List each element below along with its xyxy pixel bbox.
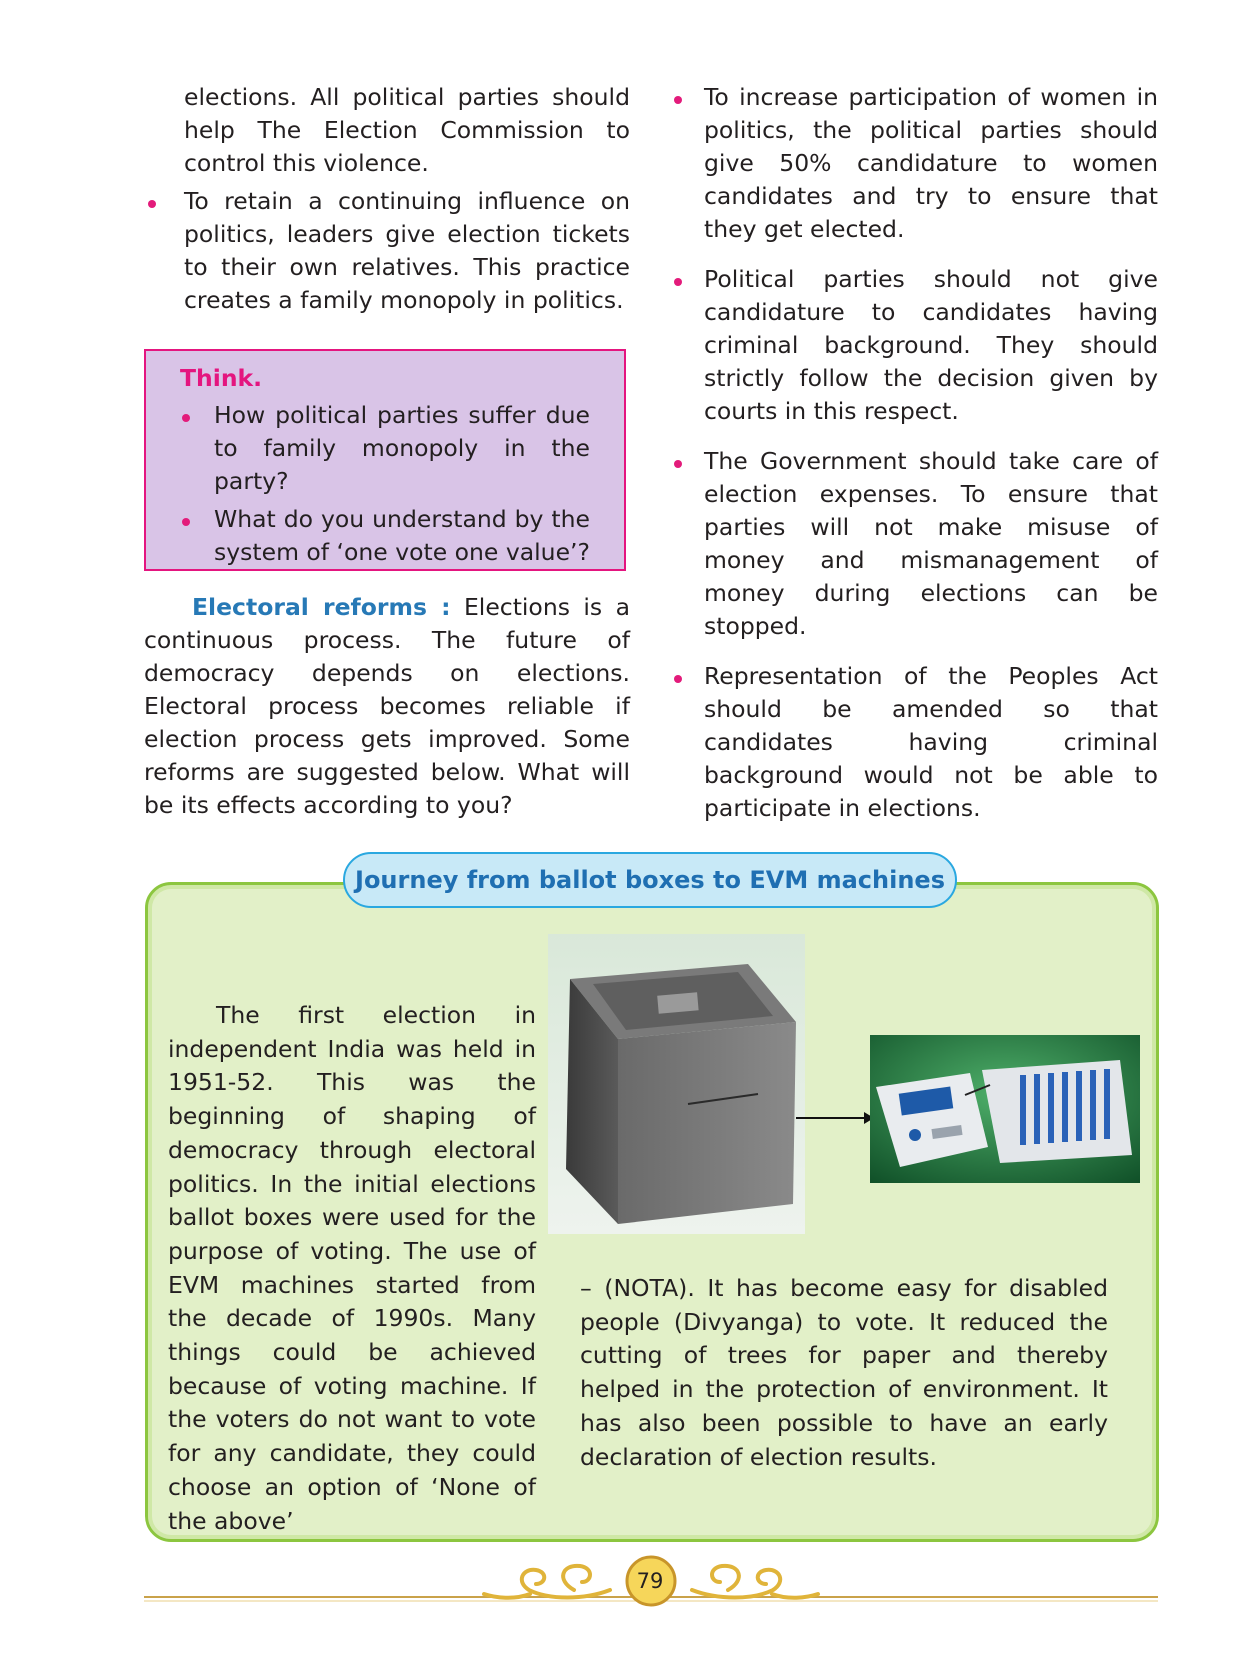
electoral-reforms-section — [144, 591, 630, 822]
think-question-1: How political parties suffer due to family monopoly in the party? — [180, 399, 590, 498]
page-number: 79 — [636, 1569, 664, 1593]
electoral-reforms-text: Elections is a continuous process. The future of democracy depends on elections. Electoral process becomes reliable if election process gets improved. Some reforms are suggested below. What will be its effects according to you? — [144, 593, 630, 819]
think-box — [144, 349, 626, 571]
journey-right-text — [580, 1272, 1108, 1474]
reform-bullet-criminal-candidates: Political parties should not give candidature to candidates having criminal background. They should strictly follow the decision given by courts in this respect. — [668, 263, 1158, 428]
reform-bullet-election-expenses: The Government should take care of election expenses. To ensure that parties will not make misuse of money and mismanagement of money during elections can be stopped. — [668, 445, 1158, 643]
ballot-box-photo — [548, 934, 805, 1234]
journey-title: Journey from ballot boxes to EVM machines — [343, 852, 957, 908]
arrow-icon — [796, 1108, 876, 1128]
continued-paragraph: elections. All political parties should help The Election Commission to control this violence. — [184, 83, 630, 177]
journey-left-text — [168, 999, 536, 1538]
left-column — [144, 81, 630, 317]
right-column — [668, 81, 1158, 842]
family-monopoly-bullet: To retain a continuing influence on politics, leaders give election tickets to their own relatives. This practice creates a family monopoly in politics. — [144, 185, 630, 317]
reform-bullet-women: To increase participation of women in politics, the political parties should give 50% candidature to women candidates and try to ensure that they get elected. — [668, 81, 1158, 246]
journey-left-paragraph: The first election in independent India was held in 1951-52. This was the beginning of shaping of democracy through electoral politics. In the initial elections ballot boxes were used for the purpose of voting. The use of EVM machines started from the decade of 1990s. Many things could be achieved because of voting machine. If the voters do not want to vote for any candidate, they could choose an option of ‘None of the above’ — [168, 1001, 536, 1535]
electoral-reforms-paragraph — [144, 591, 630, 822]
evm-machine-photo — [870, 1035, 1140, 1183]
electoral-reforms-heading: Electoral reforms : — [192, 593, 451, 621]
reform-bullet-peoples-act: Representation of the Peoples Act should be amended so that candidates having criminal background would not be able to participate in elections. — [668, 660, 1158, 825]
think-title: Think. — [180, 364, 263, 392]
journey-right-paragraph: – (NOTA). It has become easy for disabled people (Divyanga) to vote. It reduced the cutting of trees for paper and thereby helped in the protection of environment. It has also been possible to have an early declaration of election results. — [580, 1274, 1108, 1471]
think-question-2: What do you understand by the system of ‘one vote one value’? — [180, 503, 590, 569]
